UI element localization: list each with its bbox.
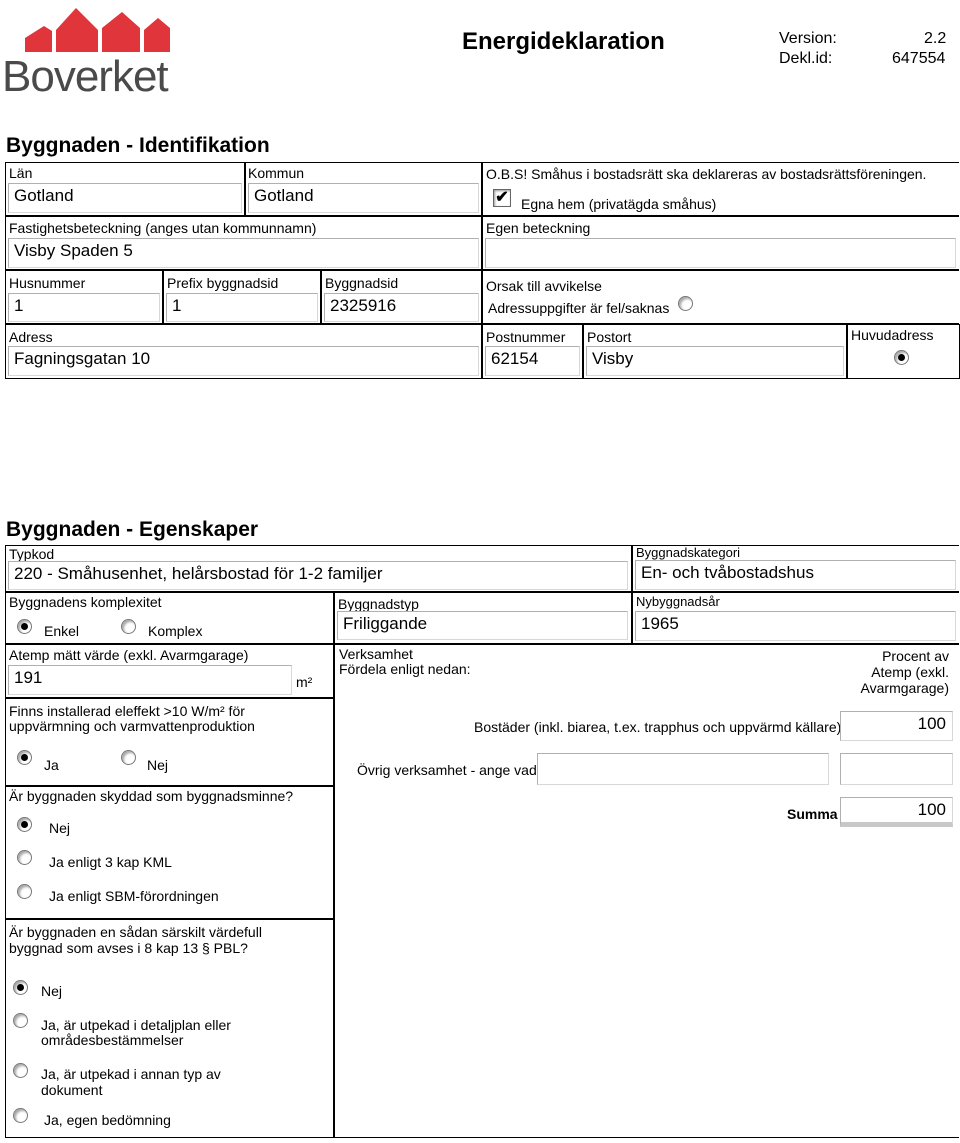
adress-label: Adress bbox=[9, 329, 53, 345]
eleffekt-ja-label: Ja bbox=[44, 757, 59, 773]
byggnadsminne-label: Är byggnaden skyddad som byggnadsminne? bbox=[9, 788, 294, 804]
postort-label: Postort bbox=[587, 329, 632, 345]
pbl-annan-label-2: dokument bbox=[41, 1082, 103, 1098]
procent-label-2: Atemp (exkl. bbox=[871, 664, 949, 680]
kommun-label: Kommun bbox=[248, 165, 305, 181]
egna-hem-checkbox[interactable]: ✔ bbox=[493, 189, 511, 207]
pbl-nej-radio[interactable] bbox=[13, 980, 28, 995]
egen-beteckning-field[interactable] bbox=[485, 238, 956, 268]
fordela-label: Fördela enligt nedan: bbox=[339, 661, 471, 677]
minne-nej-label: Nej bbox=[49, 820, 71, 836]
procent-label-1: Procent av bbox=[882, 648, 949, 664]
minne-kml-radio[interactable] bbox=[17, 850, 32, 865]
fastighet-field[interactable]: Visby Spaden 5 bbox=[8, 238, 479, 268]
husnummer-label: Husnummer bbox=[9, 275, 86, 291]
procent-label-3: Avarmgarage) bbox=[860, 680, 949, 696]
typkod-field[interactable]: 220 - Småhusenhet, helårsbostad för 1-2 familjer bbox=[8, 561, 628, 590]
atemp-unit: m² bbox=[296, 674, 313, 690]
byggnadsid-label: Byggnadsid bbox=[325, 275, 399, 291]
huvudadress-radio[interactable] bbox=[894, 350, 909, 365]
typkod-label: Typkod bbox=[9, 546, 55, 562]
pbl-egen-label: Ja, egen bedömning bbox=[44, 1112, 171, 1128]
atemp-label: Atemp mätt värde (exkl. Avarmgarage) bbox=[9, 647, 249, 663]
pbl-detaljplan-label-2: områdesbestämmelser bbox=[41, 1032, 184, 1048]
postnummer-label: Postnummer bbox=[486, 329, 566, 345]
byggnadstyp-field[interactable]: Friliggande bbox=[337, 611, 628, 640]
eleffekt-ja-radio[interactable] bbox=[17, 750, 32, 765]
pbl-label-2: byggnad som avses i 8 kap 13 § PBL? bbox=[9, 940, 248, 956]
eleffekt-label-2: uppvärmning och varmvattenproduktion bbox=[9, 718, 255, 734]
ovrig-text-field[interactable] bbox=[537, 753, 829, 785]
verksamhet-label: Verksamhet bbox=[339, 646, 413, 662]
section-title-identifikation: Byggnaden - Identifikation bbox=[6, 134, 270, 157]
summa-field: 100 bbox=[840, 797, 953, 827]
section-title-egenskaper: Byggnaden - Egenskaper bbox=[6, 518, 259, 541]
obs-note: O.B.S! Småhus i bostadsrätt ska deklareras av bostadsrättsföreningen. bbox=[486, 166, 927, 182]
atemp-field[interactable]: 191 bbox=[8, 665, 292, 695]
bostader-pct-field[interactable]: 100 bbox=[840, 711, 953, 741]
komplexitet-label: Byggnadens komplexitet bbox=[9, 594, 162, 610]
egna-hem-label: Egna hem (privatägda småhus) bbox=[521, 196, 717, 212]
pbl-annan-label-1: Ja, är utpekad i annan typ av bbox=[41, 1066, 221, 1082]
logo-text: Boverket bbox=[2, 52, 168, 101]
version-value: 2.2 bbox=[924, 30, 947, 47]
enkel-radio[interactable] bbox=[17, 619, 32, 634]
eleffekt-nej-radio[interactable] bbox=[121, 750, 136, 765]
nybyggnadsar-field[interactable]: 1965 bbox=[635, 611, 956, 641]
postnummer-field[interactable]: 62154 bbox=[485, 346, 580, 376]
version-label: Version: bbox=[779, 30, 837, 47]
orsak-label: Orsak till avvikelse bbox=[486, 278, 602, 294]
enkel-label: Enkel bbox=[44, 623, 80, 639]
komplex-radio[interactable] bbox=[121, 619, 136, 634]
pbl-detaljplan-radio[interactable] bbox=[13, 1013, 28, 1028]
huvudadress-label: Huvudadress bbox=[851, 327, 934, 343]
egen-beteckning-label: Egen beteckning bbox=[486, 220, 591, 236]
kommun-field[interactable]: Gotland bbox=[248, 183, 479, 213]
eleffekt-label-1: Finns installerad eleffekt >10 W/m² för bbox=[9, 703, 245, 719]
bostader-label: Bostäder (inkl. biarea, t.ex. trapphus och uppvärmd källare) bbox=[474, 719, 842, 735]
minne-nej-radio[interactable] bbox=[17, 817, 32, 832]
postort-field[interactable]: Visby bbox=[586, 346, 844, 376]
fastighet-label: Fastighetsbeteckning (anges utan kommunnamn) bbox=[9, 220, 317, 236]
minne-sbm-radio[interactable] bbox=[17, 884, 32, 899]
ovrig-label: Övrig verksamhet - ange vad bbox=[357, 762, 537, 778]
prefix-label: Prefix byggnadsid bbox=[167, 275, 279, 291]
minne-kml-label: Ja enligt 3 kap KML bbox=[49, 854, 172, 870]
pbl-label-1: Är byggnaden en sådan särskilt värdefull bbox=[9, 924, 262, 940]
prefix-field[interactable]: 1 bbox=[166, 293, 318, 322]
orsak-radio[interactable] bbox=[678, 296, 693, 311]
pbl-detaljplan-label-1: Ja, är utpekad i detaljplan eller bbox=[41, 1017, 231, 1033]
pbl-nej-label: Nej bbox=[41, 983, 63, 999]
byggnadsid-field[interactable]: 2325916 bbox=[324, 293, 479, 322]
pbl-egen-radio[interactable] bbox=[13, 1108, 28, 1123]
kategori-label: Byggnadskategori bbox=[636, 545, 741, 560]
doc-title: Energideklaration bbox=[462, 28, 665, 55]
minne-sbm-label: Ja enligt SBM-förordningen bbox=[49, 888, 219, 904]
husnummer-field[interactable]: 1 bbox=[8, 293, 160, 322]
orsak-option-label: Adressuppgifter är fel/saknas bbox=[488, 300, 670, 316]
kategori-field[interactable]: En- och tvåbostadshus bbox=[635, 560, 956, 590]
byggnadstyp-label: Byggnadstyp bbox=[338, 596, 419, 612]
komplex-label: Komplex bbox=[148, 623, 203, 639]
boverket-logo bbox=[0, 0, 190, 105]
ovrig-pct-field[interactable] bbox=[840, 753, 953, 785]
lan-field[interactable]: Gotland bbox=[8, 183, 242, 213]
pbl-annan-radio[interactable] bbox=[13, 1063, 28, 1078]
nybyggnadsar-label: Nybyggnadsår bbox=[636, 594, 720, 609]
eleffekt-nej-label: Nej bbox=[147, 757, 169, 773]
lan-label: Län bbox=[9, 165, 33, 181]
summa-label: Summa bbox=[787, 806, 838, 822]
dekl-value: 647554 bbox=[892, 50, 946, 67]
dekl-label: Dekl.id: bbox=[779, 50, 833, 67]
adress-field[interactable]: Fagningsgatan 10 bbox=[8, 346, 479, 376]
